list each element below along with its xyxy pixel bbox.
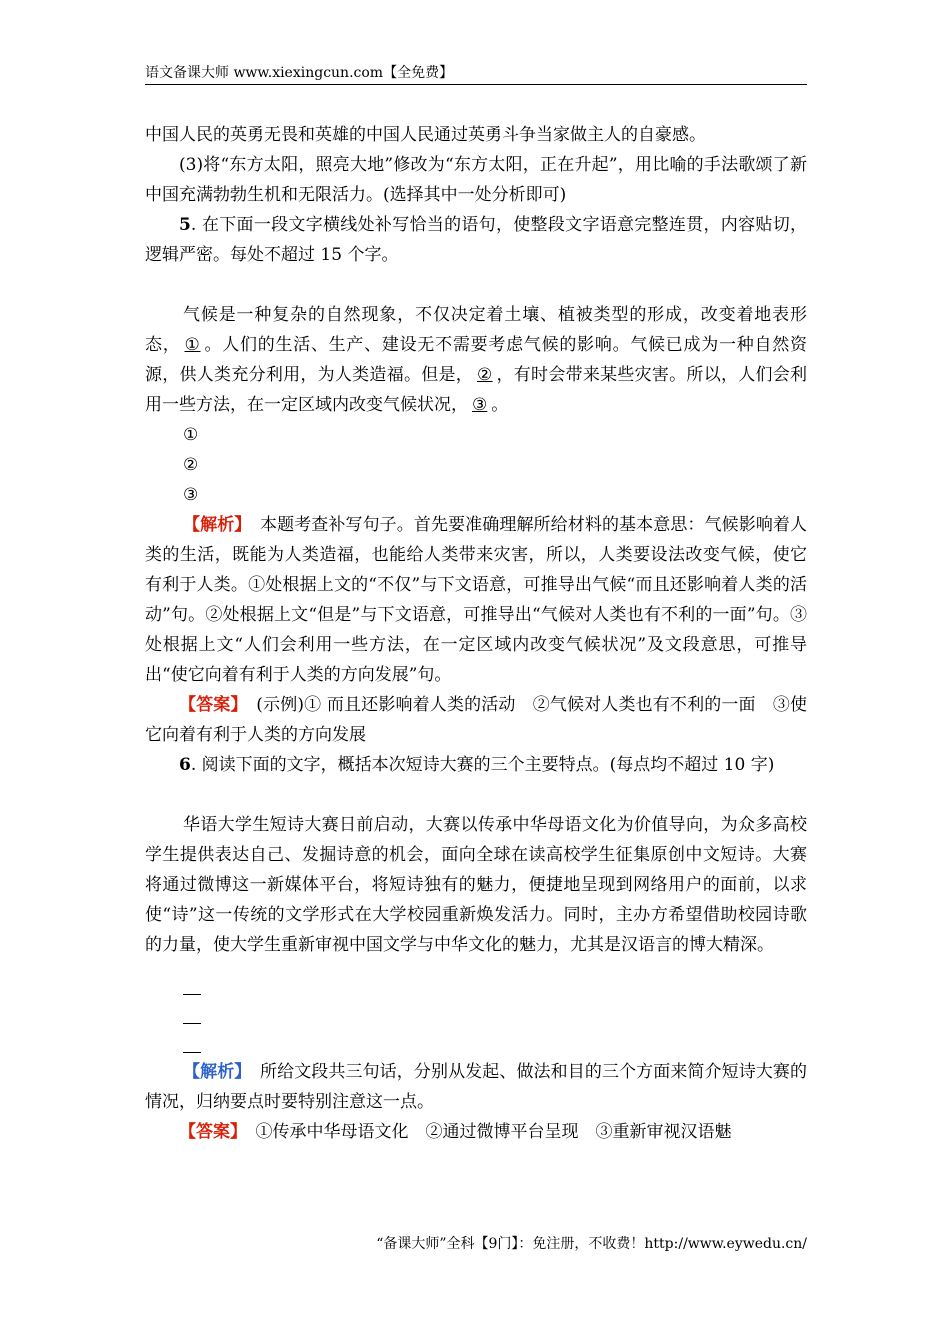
blank-2: ② <box>477 365 493 385</box>
analysis-1 <box>145 510 807 690</box>
analysis-paragraph: (3)将“东方太阳，照亮大地”修改为“东方太阳，正在升起”，用比喻的手法歌颂了新中国充满勃勃生机和无限活力。(选择其中一处分析即可) <box>145 155 807 205</box>
answer-mark-2: ② <box>183 455 199 475</box>
answer-2 <box>145 1117 807 1147</box>
analysis-2 <box>145 1057 807 1117</box>
question-number: 5 <box>179 215 191 235</box>
answer-mark-1: ① <box>183 425 199 445</box>
reading-passage-1 <box>145 300 807 420</box>
reading-passage-2: 华语大学生短诗大赛日前启动，大赛以传承中华母语文化为价值导向，为众多高校学生提供表达自己、发掘诗意的机会，面向全球在读高校学生征集原创中文短诗。大赛将通过微博这一新媒体平台，将短诗独有的魅力，便捷地呈现到网络用户的面前，以求使“诗”这一传统的文学形式在大学校园重新焕发活力。同时，主办方希望借助校园诗歌的力量，使大学生重新审视中国文学与中华文化的魅力，尤其是汉语言的博大精深。 <box>145 815 807 955</box>
answer-label: 【答案】 <box>179 695 240 715</box>
answer-line-2 <box>183 995 201 1024</box>
answer-text: ①传承中华母语文化 ②通过微博平台呈现 ③重新审视汉语魅 <box>255 1122 732 1142</box>
answer-line-1 <box>183 966 201 995</box>
question-6 <box>145 750 807 780</box>
passage-text: ，有时会带来某些灾害。所以，人们会利用一些方法，在一定区域内改变气候状况， <box>145 365 808 415</box>
page-header: 语文备课大师 www.xiexingcun.com【全免费】 <box>145 65 454 81</box>
analysis-label: 【解析】 <box>183 1062 243 1082</box>
passage-text: 气候是一种复杂的自然现象，不仅决定着土壤、植被类型的形成，改变着地表形态， <box>145 305 807 355</box>
page-footer: “备课大师”全科【9门】：免注册，不收费！http://www.eywedu.cn/ <box>376 1236 807 1252</box>
question-number: 6 <box>179 755 191 775</box>
passage-text: 。人们的生活、生产、建设无不需要考虑气候的影响。气候已成为一种自然资源，供人类充分利用，为人类造福。但是， <box>145 335 808 385</box>
blank-3: ③ <box>472 395 488 415</box>
answer-1 <box>145 690 807 750</box>
question-text: . 在下面一段文字横线处补写恰当的语句，使整段文字语意完整连贯，内容贴切，逻辑严密。每处不超过 15 个字。 <box>145 215 807 265</box>
page-content <box>145 120 807 1147</box>
blank-1: ① <box>184 335 201 355</box>
answer-mark-3: ③ <box>183 485 199 505</box>
question-5 <box>145 210 807 270</box>
body-line: 中国人民的英勇无畏和英雄的中国人民通过英勇斗争当家做主人的自豪感。 <box>145 125 706 145</box>
question-text: . 阅读下面的文字，概括本次短诗大赛的三个主要特点。(每点均不超过 10 字) <box>190 755 775 775</box>
analysis-text: 所给文段共三句话，分别从发起、做法和目的三个方面来简介短诗大赛的情况，归纳要点时要特别注意这一点。 <box>145 1062 808 1112</box>
header-rule <box>145 84 807 85</box>
analysis-label: 【解析】 <box>183 515 243 535</box>
answer-text: (示例)① 而且还影响着人类的活动 ②气候对人类也有不利的一面 ③使它向着有利于人类的方向发展 <box>145 695 808 745</box>
answer-label: 【答案】 <box>179 1122 239 1142</box>
analysis-text: 本题考查补写句子。首先要准确理解所给材料的基本意思：气候影响着人类的生活，既能为人类造福，也能给人类带来灾害，所以，人类要设法改变气候，使它有利于人类。①处根据上文的“不仅”与下文语意，可推导出气候“而且还影响着人类的活动”句。②处根据上文“但是”与下文语意，可推导出“气候对人类也有不利的一面”句。③处根据上文“人们会利用一些方法，在一定区域内改变气候状况”及文段意思，可推导出“使它向着有利于人类的方向发展”句。 <box>145 515 808 685</box>
passage-text: 。 <box>491 395 509 415</box>
answer-line-3 <box>183 1024 201 1053</box>
